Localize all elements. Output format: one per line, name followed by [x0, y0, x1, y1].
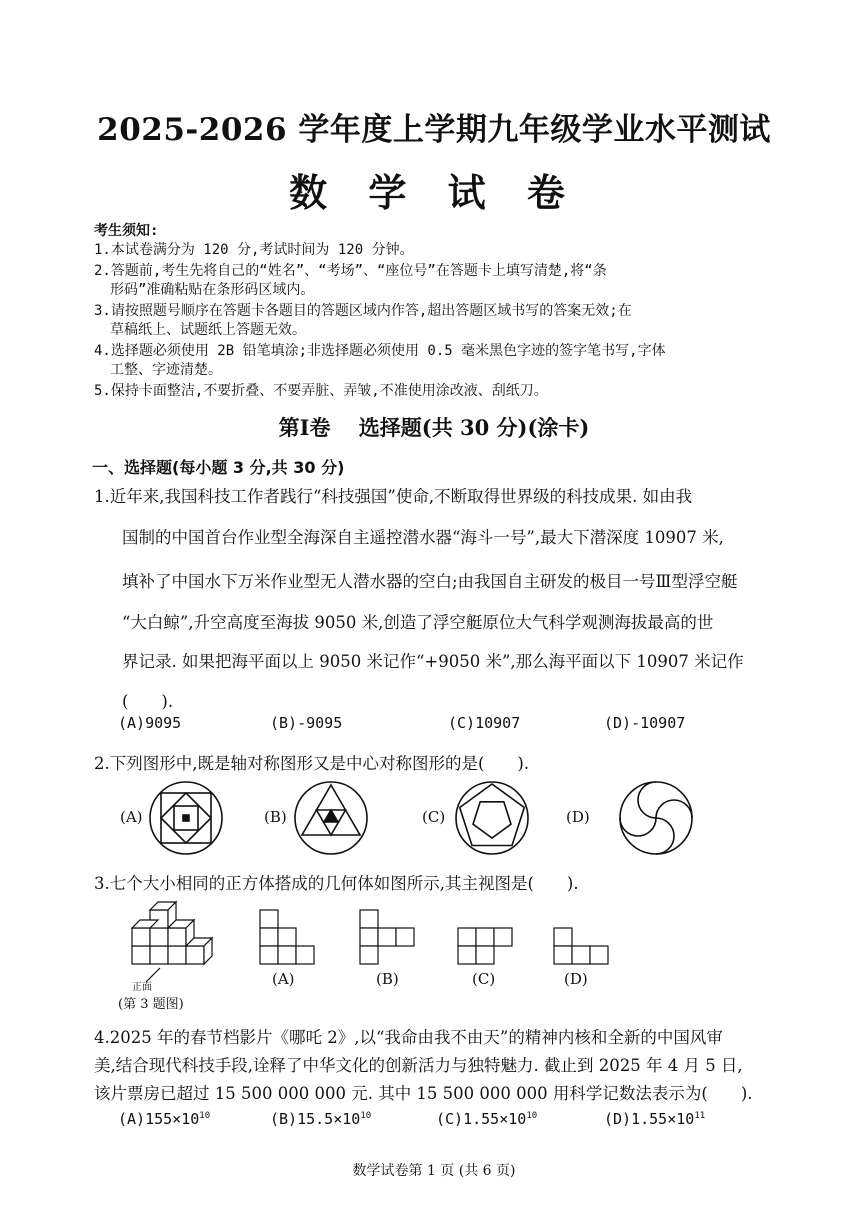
question-line: 美,结合现代科技手段,诠释了中华文化的创新活力与独特魅力. 截止到 2025 年 4 月 5 日, [94, 1056, 743, 1075]
option-c: $(C)1.55\times 10^{10}$ [436, 1110, 538, 1128]
question-line: ( ). [122, 692, 174, 711]
option-c: (C)10907 [448, 714, 521, 732]
question-line: 界记录. 如果把海平面以上 9050 米记作“+9050 米”,那么海平面以下 10907 米记作 [122, 652, 744, 671]
notice-line: 2.答题前,考生先将自己的“姓名”、“考场”、“座位号”在答题卡上填写清楚,将“条 [94, 263, 607, 279]
option-c-view [458, 928, 512, 964]
question-2: 2.下列图形中,既是轴对称图形又是中心对称图形的是( ). [94, 754, 530, 773]
page-footer: 数学试卷第 1 页 (共 6 页) [352, 1163, 516, 1179]
q4-options [118, 1110, 818, 1132]
notice-line: 工整、字迹清楚。 [110, 362, 222, 378]
question-1 [94, 478, 744, 722]
q2-label-c: (C) [422, 808, 446, 826]
q2-label-a: (A) [120, 808, 143, 826]
notice-line: 1.本试卷满分为 120 分,考试时间为 120 分钟。 [94, 242, 414, 258]
option-d-view [554, 928, 608, 964]
option-b-view [360, 910, 414, 964]
figure-d [620, 782, 692, 854]
exam-title: 2025-2026 学年度上学期九年级学业水平测试 [97, 112, 771, 148]
question-line: 4.2025 年的春节档影片《哪吒 2》,以“我命由我不由天”的精神内核和全新的中国风审 [94, 1028, 723, 1047]
q2-label-d: (D) [566, 808, 590, 826]
cube-solid [132, 902, 212, 982]
question-line: 该片票房已超过 15 500 000 000 元. 其中 15 500 000 000 用科学记数法表示为( ). [94, 1084, 753, 1103]
option-a-view [260, 910, 314, 964]
q3-label-b: (B) [376, 970, 399, 988]
front-label: 正面 [132, 982, 152, 993]
q2-figures [110, 780, 710, 858]
question-line: 国制的中国首台作业型全海深自主遥控潜水器“海斗一号”,最大下潜深度 10907 米, [122, 528, 724, 547]
question-3: 3.七个大小相同的正方体搭成的几何体如图所示,其主视图是( ). [94, 874, 579, 893]
option-a: $(A)155\times 10^{10}$ [118, 1110, 211, 1128]
notice-line: 3.请按照题号顺序在答题卡各题目的答题区域内作答,超出答题区域书写的答案无效;在 [94, 303, 632, 319]
notice-line: 5.保持卡面整洁,不要折叠、不要弄脏、弄皱,不准使用涂改液、刮纸刀。 [94, 383, 548, 399]
part-title: 一、选择题(每小题 3 分,共 30 分) [92, 458, 345, 477]
question-line: “大白鲸”,升空高度至海拔 9050 米,创造了浮空艇原位大气科学观测海拔最高的世 [122, 613, 714, 632]
option-b: $(B)15.5\times 10^{10}$ [270, 1110, 372, 1128]
option-a: (A)9095 [118, 714, 182, 732]
option-d: (D)-10907 [604, 714, 686, 732]
exam-subtitle: 数 学 试 卷 [289, 170, 579, 215]
question-line: 填补了中国水下万米作业型无人潜水器的空白;由我国自主研发的极目一号Ⅲ型浮空艇 [122, 572, 738, 591]
figure-a [150, 782, 222, 854]
notice-heading: 考生须知: [94, 223, 159, 239]
q2-label-b: (B) [264, 808, 287, 826]
q3-label-c: (C) [472, 970, 496, 988]
q3-caption: (第 3 题图) [118, 997, 184, 1012]
notice-line: 4.选择题必须使用 2B 铅笔填涂;非选择题必须使用 0.5 毫米黑色字迹的签字笔书写,字体 [94, 343, 666, 359]
figure-b [295, 782, 367, 854]
question-4 [94, 1024, 753, 1108]
option-b: (B)-9095 [270, 714, 343, 732]
notice-block [94, 222, 666, 401]
question-line: 1.近年来,我国科技工作者践行“科技强国”使命,不断取得世界级的科技成果. 如由我 [94, 487, 693, 506]
figure-c [456, 782, 528, 854]
option-d: $(D)1.55\times 10^{11}$ [604, 1110, 706, 1128]
q3-label-d: (D) [564, 970, 588, 988]
section-title: 第Ⅰ卷 选择题(共 30 分)(涂卡) [278, 415, 590, 440]
q1-options [118, 714, 818, 736]
notice-line: 形码”准确粘贴在条形码区域内。 [110, 282, 315, 298]
q3-label-a: (A) [272, 970, 295, 988]
notice-line: 草稿纸上、试题纸上答题无效。 [110, 322, 306, 338]
